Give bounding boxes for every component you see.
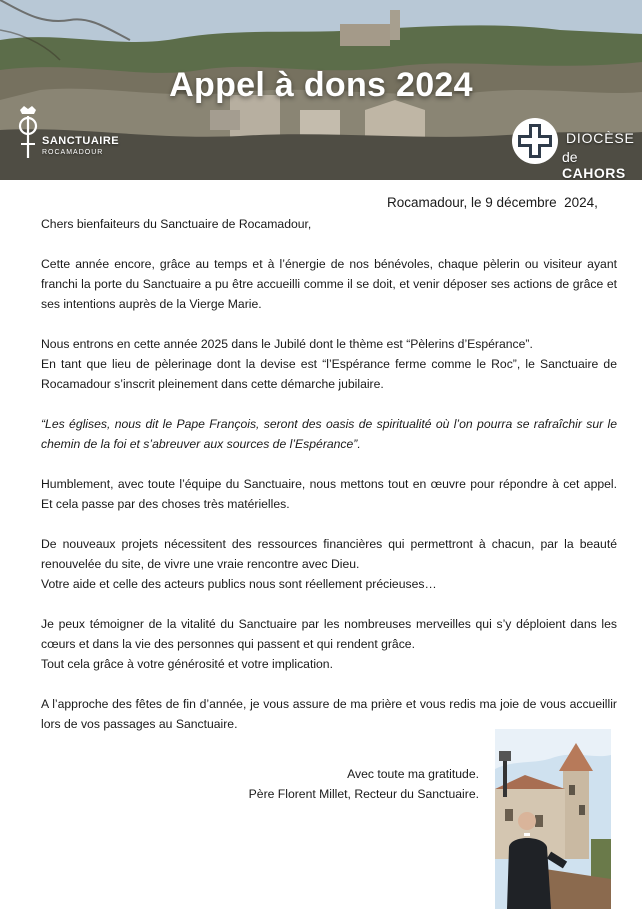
paragraph-5a: Je peux témoigner de la vitalité du Sanctuaire par les nombreuses merveilles qui s’y déploient dans les cœurs et dans la vie des personnes qui passent et qui rendent grâce.: [41, 617, 617, 651]
paragraph-2b: En tant que lieu de pèlerinage dont la devise est “l’Espérance ferme comme le Roc”, le Sanctuaire de Rocamadour s’inscrit pleinement dans cette démarche jubilaire.: [41, 357, 617, 391]
diocese-cross-icon: [510, 116, 560, 166]
paragraph-1: Cette année encore, grâce au temps et à l’énergie de nos bénévoles, chaque pèlerin ou visiteur ayant franchi la porte du Sanctuaire a pu être accueilli comme il se doit, et venir déposer ses actions de grâce et ses intentions auprès de la Vierge Marie.: [41, 257, 617, 311]
diocese-line2: [562, 149, 640, 180]
rector-photo: [495, 729, 611, 909]
logo-left-place: ROCAMADOUR: [42, 149, 104, 156]
rector-photo-image: [495, 729, 611, 909]
signature-block: [249, 764, 479, 804]
quote-pope: “Les églises, nous dit le Pape François, seront des oasis de spiritualité où l’on pourra se rafraîchir sur le chemin de la foi et s’abreuver aux sources de l’Espérance”.: [41, 417, 617, 451]
sanctuaire-emblem-icon: [16, 106, 40, 160]
logo-left-name: SANCTUAIRE: [42, 135, 120, 147]
diocese-line1: DIOCÈSE: [566, 130, 635, 146]
diocese-line2-bold: CAHORS: [562, 165, 626, 180]
letter-body: [41, 214, 617, 734]
paragraph-3: Humblement, avec toute l’équipe du Sanctuaire, nous mettons tout en œuvre pour répondre à cet appel. Et cela passe par des choses très matérielles.: [41, 477, 617, 511]
paragraph-4a: De nouveaux projets nécessitent des ressources financières qui permettront à chacun, par la beauté renouvelée du site, de vivre une vraie rencontre avec Dieu.: [41, 537, 617, 571]
paragraph-2a: Nous entrons en cette année 2025 dans le Jubilé dont le thème est “Pèlerins d’Espérance”.: [41, 337, 533, 351]
diocese-line2-prefix: de: [562, 149, 578, 165]
paragraph-6: A l’approche des fêtes de fin d’année, je vous assure de ma prière et vous redis ma joie de vous accueillir lors de vos passages au Sanctuaire.: [41, 697, 617, 731]
banner-title: Appel à dons 2024: [169, 66, 473, 104]
sanctuaire-logo: [16, 104, 136, 168]
signature-line: Père Florent Millet, Recteur du Sanctuaire.: [248, 787, 479, 801]
letter-date: Rocamadour, le 9 décembre 2024,: [387, 195, 598, 210]
paragraph-4b: Votre aide et celle des acteurs publics nous sont réellement précieuses…: [41, 577, 437, 591]
paragraph-5b: Tout cela grâce à votre générosité et votre implication.: [41, 657, 333, 671]
diocese-logo: [510, 116, 640, 180]
header-banner: [0, 0, 642, 180]
closing-line: Avec toute ma gratitude.: [347, 767, 479, 781]
salutation: Chers bienfaiteurs du Sanctuaire de Rocamadour,: [41, 217, 312, 231]
